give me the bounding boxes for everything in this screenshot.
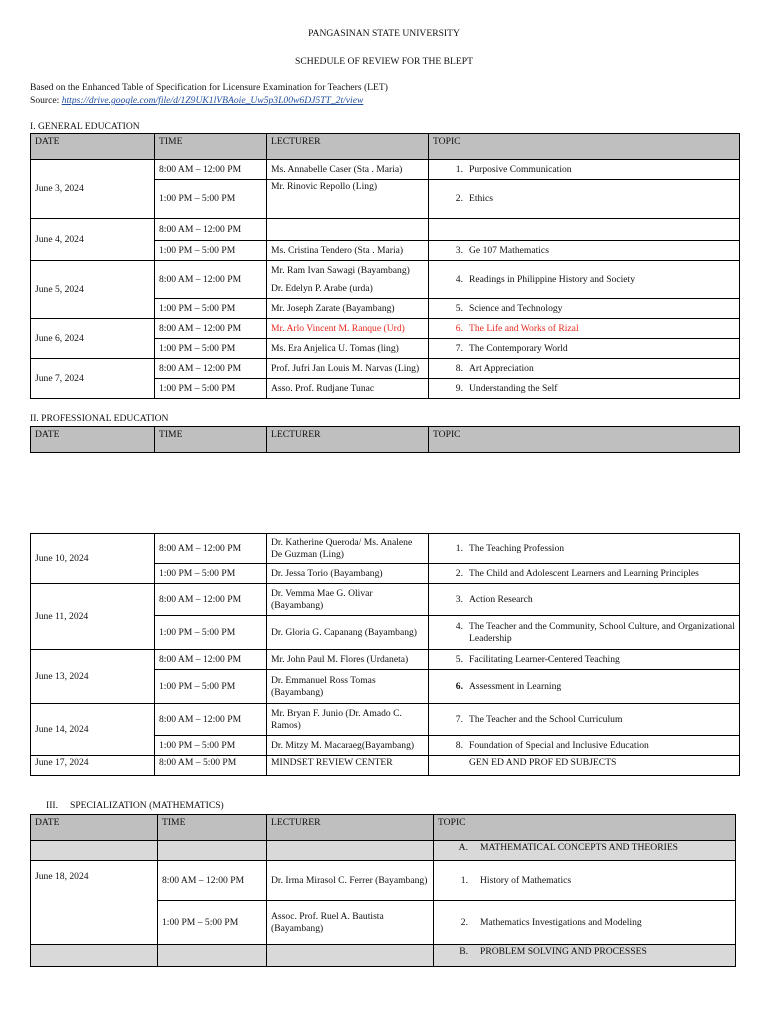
time-cell: 1:00 PM – 5:00 PM <box>155 616 267 650</box>
time-cell: 8:00 AM – 12:00 PM <box>155 584 267 616</box>
topic-cell: 3. Action Research <box>429 584 740 616</box>
lecturer-cell: Dr. Emmanuel Ross Tomas (Bayambang) <box>267 670 429 704</box>
time-cell: 8:00 AM – 12:00 PM <box>155 704 267 736</box>
col-topic: TOPIC <box>429 134 740 160</box>
lecturer-cell <box>267 945 434 967</box>
time-cell: 8:00 AM – 12:00 PM <box>155 534 267 564</box>
date-cell: June 5, 2024 <box>31 261 155 319</box>
lecturer-cell: Assoc. Prof. Ruel A. Bautista (Bayambang) <box>267 901 434 945</box>
col-date: DATE <box>31 427 155 453</box>
date-cell: June 11, 2024 <box>31 584 155 650</box>
topic-cell: 6. Assessment in Learning <box>429 670 740 704</box>
topic-cell: 7. The Contemporary World <box>429 339 740 359</box>
lecturer-cell: MINDSET REVIEW CENTER <box>267 756 429 776</box>
date-cell: June 17, 2024 <box>31 756 155 776</box>
date-cell: June 7, 2024 <box>31 359 155 399</box>
lecturer-cell: Mr. Ram Ivan Sawagi (Bayambang) Dr. Edelyn P. Arabe (urda) <box>267 261 429 299</box>
time-cell: 8:00 AM – 12:00 PM <box>155 219 267 241</box>
lecturer-cell: Dr. Vemma Mae G. Olivar (Bayambang) <box>267 584 429 616</box>
topic-cell: 4. The Teacher and the Community, School Culture, and Organizational Leadership <box>429 616 740 650</box>
table-row <box>31 756 740 776</box>
time-cell: 8:00 AM – 12:00 PM <box>155 261 267 299</box>
time-cell: 8:00 AM – 5:00 PM <box>155 756 267 776</box>
col-topic: TOPIC <box>434 815 736 841</box>
table-row <box>31 359 740 379</box>
lecturer-cell: Dr. Mitzy M. Macaraeg(Bayambang) <box>267 736 429 756</box>
table-row <box>31 650 740 670</box>
source-line <box>30 95 363 106</box>
lecturer-cell: Dr. Jessa Torio (Bayambang) <box>267 564 429 584</box>
col-lecturer: LECTURER <box>267 815 434 841</box>
table-row <box>31 219 740 241</box>
section-professional-education-title: II. PROFESSIONAL EDUCATION <box>30 413 169 424</box>
col-date: DATE <box>31 134 155 160</box>
document-title: SCHEDULE OF REVIEW FOR THE BLEPT <box>295 56 473 67</box>
university-name: PANGASINAN STATE UNIVERSITY <box>308 28 460 39</box>
topic-cell <box>429 219 740 241</box>
table-row <box>31 584 740 616</box>
section-specialization-title: III. SPECIALIZATION (MATHEMATICS) <box>46 800 224 811</box>
source-label: Source: <box>30 95 62 106</box>
col-lecturer: LECTURER <box>267 134 429 160</box>
time-cell <box>158 841 267 861</box>
topic-cell-highlighted: 6. The Life and Works of Rizal <box>429 319 740 339</box>
topic-cell: 3. Ge 107 Mathematics <box>429 241 740 261</box>
lecturer-cell: Mr. Bryan F. Junio (Dr. Amado C. Ramos) <box>267 704 429 736</box>
topic-cell: 5. Facilitating Learner-Centered Teaching <box>429 650 740 670</box>
lecturer-cell <box>267 219 429 241</box>
lecturer-cell: Mr. Rinovic Repollo (Ling) <box>267 180 429 219</box>
time-cell: 1:00 PM – 5:00 PM <box>155 564 267 584</box>
group-row <box>31 841 736 861</box>
group-b-cell: B. PROBLEM SOLVING AND PROCESSES <box>434 945 736 967</box>
topic-cell: 4. Readings in Philippine History and Society <box>429 261 740 299</box>
topic-cell: 2. The Child and Adolescent Learners and Learning Principles <box>429 564 740 584</box>
table-row <box>31 861 736 901</box>
col-time: TIME <box>155 427 267 453</box>
lecturer-cell: Dr. Irma Mirasol C. Ferrer (Bayambang) <box>267 861 434 901</box>
table-row <box>31 261 740 299</box>
lecturer-cell: Ms. Cristina Tendero (Sta . Maria) <box>267 241 429 261</box>
topic-cell: GEN ED AND PROF ED SUBJECTS <box>429 756 740 776</box>
time-cell: 1:00 PM – 5:00 PM <box>158 901 267 945</box>
date-cell <box>31 841 158 861</box>
group-a-cell: A. MATHEMATICAL CONCEPTS AND THEORIES <box>434 841 736 861</box>
time-cell: 1:00 PM – 5:00 PM <box>155 339 267 359</box>
lecturer-cell: Prof. Jufri Jan Louis M. Narvas (Ling) <box>267 359 429 379</box>
topic-cell: 8. Foundation of Special and Inclusive Education <box>429 736 740 756</box>
topic-cell: 5. Science and Technology <box>429 299 740 319</box>
lecturer-cell: Ms. Era Anjelica U. Tomas (ling) <box>267 339 429 359</box>
topic-cell: 8. Art Appreciation <box>429 359 740 379</box>
professional-education-header-table <box>30 426 740 453</box>
lecturer-cell-highlighted: Mr. Arlo Vincent M. Ranque (Urd) <box>267 319 429 339</box>
topic-cell: 1. History of Mathematics <box>434 861 736 901</box>
date-cell: June 10, 2024 <box>31 534 155 584</box>
time-cell: 8:00 AM – 12:00 PM <box>155 160 267 180</box>
lecturer-cell: Ms. Annabelle Caser (Sta . Maria) <box>267 160 429 180</box>
topic-cell: 7. The Teacher and the School Curriculum <box>429 704 740 736</box>
col-time: TIME <box>158 815 267 841</box>
time-cell: 1:00 PM – 5:00 PM <box>155 379 267 399</box>
topic-cell: 2. Ethics <box>429 180 740 219</box>
table-row <box>31 704 740 736</box>
topic-cell: 9. Understanding the Self <box>429 379 740 399</box>
time-cell: 8:00 AM – 12:00 PM <box>155 359 267 379</box>
time-cell: 1:00 PM – 5:00 PM <box>155 180 267 219</box>
time-cell: 1:00 PM – 5:00 PM <box>155 736 267 756</box>
col-topic: TOPIC <box>429 427 740 453</box>
col-time: TIME <box>155 134 267 160</box>
time-cell: 8:00 AM – 12:00 PM <box>155 319 267 339</box>
lecturer-cell: Dr. Katherine Queroda/ Ms. Analene De Guzman (Ling) <box>267 534 429 564</box>
specialization-table <box>30 814 736 967</box>
topic-cell: 1. Purposive Communication <box>429 160 740 180</box>
time-cell: 8:00 AM – 12:00 PM <box>155 650 267 670</box>
table-row <box>31 160 740 180</box>
basis-text: Based on the Enhanced Table of Specification for Licensure Examination for Teachers (LET) <box>30 82 388 93</box>
time-cell: 1:00 PM – 5:00 PM <box>155 299 267 319</box>
date-cell <box>31 945 158 967</box>
group-row <box>31 945 736 967</box>
date-cell: June 6, 2024 <box>31 319 155 359</box>
professional-education-table <box>30 533 740 776</box>
col-lecturer: LECTURER <box>267 427 429 453</box>
general-education-table <box>30 133 740 399</box>
time-cell: 1:00 PM – 5:00 PM <box>155 670 267 704</box>
date-cell: June 4, 2024 <box>31 219 155 261</box>
lecturer-cell: Mr. Joseph Zarate (Bayambang) <box>267 299 429 319</box>
lecturer-cell <box>267 841 434 861</box>
table-row <box>31 319 740 339</box>
source-link[interactable]: https://drive.google.com/file/d/1Z9UK1lVBAoie_Uw5p3L00w6DJ5TT_2t/view <box>61 95 364 106</box>
time-cell: 8:00 AM – 12:00 PM <box>158 861 267 901</box>
lecturer-cell: Mr. John Paul M. Flores (Urdaneta) <box>267 650 429 670</box>
lecturer-cell: Asso. Prof. Rudjane Tunac <box>267 379 429 399</box>
date-cell: June 13, 2024 <box>31 650 155 704</box>
date-cell: June 18, 2024 <box>31 861 158 945</box>
time-cell: 1:00 PM – 5:00 PM <box>155 241 267 261</box>
time-cell <box>158 945 267 967</box>
section-general-education-title: I. GENERAL EDUCATION <box>30 121 140 132</box>
topic-cell: 1. The Teaching Profession <box>429 534 740 564</box>
col-date: DATE <box>31 815 158 841</box>
date-cell: June 14, 2024 <box>31 704 155 756</box>
table-row <box>31 534 740 564</box>
date-cell: June 3, 2024 <box>31 160 155 219</box>
lecturer-cell: Dr. Gloria G. Capanang (Bayambang) <box>267 616 429 650</box>
topic-cell: 2. Mathematics Investigations and Modeling <box>434 901 736 945</box>
